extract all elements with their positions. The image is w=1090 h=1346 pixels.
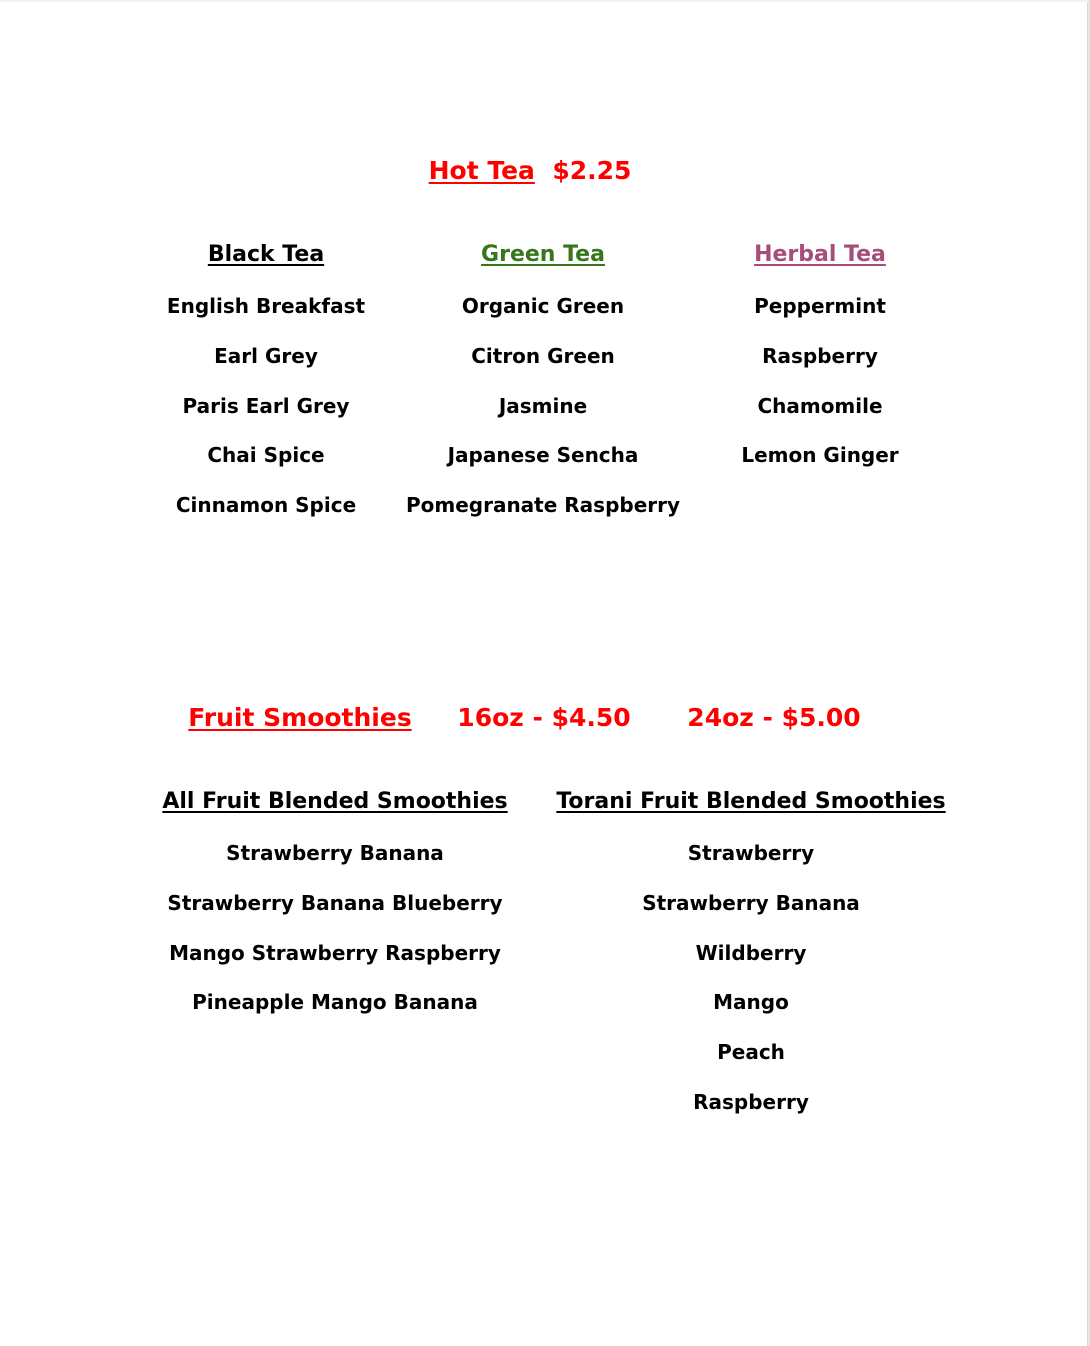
tea-item: Jasmine <box>498 393 588 418</box>
tea-item: Japanese Sencha <box>447 443 639 468</box>
herbal-tea-column <box>741 244 898 494</box>
black-tea-heading: Black Tea <box>207 242 325 267</box>
menu-page <box>0 2 1088 1346</box>
smoothie-item: Strawberry Banana <box>642 890 860 915</box>
tea-item: Citron Green <box>471 343 615 368</box>
green-tea-column <box>406 244 680 544</box>
smoothies-price-large: 24oz - $5.00 <box>687 703 861 732</box>
black-tea-column <box>167 244 365 544</box>
tea-item: English Breakfast <box>166 294 366 318</box>
all-fruit-column <box>162 791 507 1041</box>
smoothie-item: Raspberry <box>693 1089 809 1114</box>
tea-item: Raspberry <box>762 343 878 368</box>
smoothies-title: Fruit Smoothies <box>188 703 412 732</box>
smoothie-item: Strawberry Banana Blueberry <box>167 890 503 915</box>
smoothie-item: Mango <box>713 990 789 1015</box>
smoothie-item: Wildberry <box>695 940 807 965</box>
all-fruit-heading: All Fruit Blended Smoothies <box>162 789 508 814</box>
green-tea-heading: Green Tea <box>481 242 605 267</box>
smoothie-item: Strawberry Banana <box>226 841 444 865</box>
herbal-tea-heading: Herbal Tea <box>754 242 886 267</box>
hot-tea-header <box>429 156 632 185</box>
tea-item: Earl Grey <box>214 343 318 368</box>
smoothies-price-small: 16oz - $4.50 <box>457 703 631 732</box>
smoothie-item: Mango Strawberry Raspberry <box>169 940 501 965</box>
torani-heading: Torani Fruit Blended Smoothies <box>556 789 946 814</box>
tea-item: Peppermint <box>754 294 886 318</box>
tea-item: Chai Spice <box>207 443 325 468</box>
smoothie-item: Pineapple Mango Banana <box>192 990 478 1015</box>
smoothie-item: Strawberry <box>687 841 815 865</box>
smoothie-item: Peach <box>717 1040 785 1065</box>
tea-item: Pomegranate Raspberry <box>405 493 681 518</box>
smoothies-title-wrap <box>188 703 411 732</box>
hot-tea-price: $2.25 <box>552 156 632 185</box>
tea-item: Chamomile <box>757 393 883 418</box>
tea-item: Lemon Ginger <box>741 443 899 468</box>
torani-column <box>556 791 945 1141</box>
tea-item: Cinnamon Spice <box>175 493 357 518</box>
hot-tea-title: Hot Tea <box>428 156 535 185</box>
tea-item: Paris Earl Grey <box>182 393 350 418</box>
tea-item: Organic Green <box>461 294 625 318</box>
